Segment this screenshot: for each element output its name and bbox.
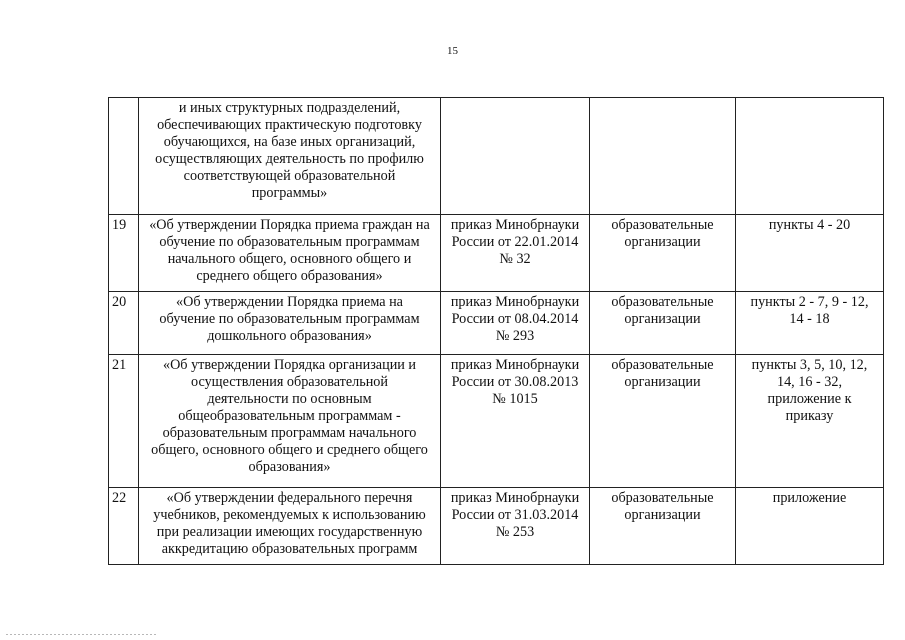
applicability-scope — [590, 215, 736, 292]
applicability-scope-text: образовательные организации — [611, 294, 714, 327]
applicable-items-text: пункты 4 - 20 — [768, 217, 851, 233]
document-reference — [441, 292, 590, 355]
row-number: 21 — [109, 355, 139, 488]
regulations-table — [108, 97, 884, 565]
applicability-scope — [590, 488, 736, 565]
applicable-items — [736, 98, 884, 215]
document-reference-text: приказ Минобрнауки России от 30.08.2013 № 1015 — [450, 357, 580, 407]
applicability-scope — [590, 355, 736, 488]
document-title-text: и иных структурных подразделений, обеспечивающих практическую подготовку обучающихся, на базе иных организаций, осуществляющих деятельность по профилю соответствующей образовательной программы» — [155, 100, 424, 201]
table-row — [109, 488, 884, 565]
document-reference — [441, 355, 590, 488]
document-title — [139, 355, 441, 488]
applicable-items — [736, 292, 884, 355]
document-reference-text: приказ Минобрнауки России от 22.01.2014 № 32 — [450, 217, 580, 267]
document-reference — [441, 98, 590, 215]
applicability-scope — [590, 98, 736, 215]
document-title-text: «Об утверждении федерального перечня учебников, рекомендуемых к использованию при реализации имеющих государственную аккредитацию образовательных программ — [153, 490, 426, 557]
scan-artifact-line — [6, 634, 156, 635]
document-reference-text: приказ Минобрнауки России от 08.04.2014 № 293 — [450, 294, 580, 344]
document-reference — [441, 488, 590, 565]
document-title-text: «Об утверждении Порядка организации и осуществления образовательной деятельности по основным общеобразовательным программам - образовательным программам начального общего, основного общего и среднего общего образования» — [151, 357, 428, 475]
applicable-items — [736, 355, 884, 488]
document-title-text: «Об утверждении Порядка приема граждан на обучение по образовательным программам начального общего, основного общего и среднего общего образования» — [149, 217, 430, 284]
page-number: 15 — [447, 45, 458, 57]
applicable-items-text: пункты 2 - 7, 9 - 12, 14 - 18 — [750, 294, 869, 327]
applicable-items-text: пункты 3, 5, 10, 12, 14, 16 - 32, приложение к приказу — [751, 357, 868, 424]
document-title — [139, 488, 441, 565]
applicability-scope-text: образовательные организации — [611, 217, 714, 250]
applicable-items-text: приложение — [772, 490, 847, 506]
applicability-scope-text: образовательные организации — [611, 357, 714, 390]
applicable-items — [736, 215, 884, 292]
document-title — [139, 215, 441, 292]
row-number — [109, 98, 139, 215]
applicable-items — [736, 488, 884, 565]
table-row — [109, 215, 884, 292]
row-number: 19 — [109, 215, 139, 292]
document-reference — [441, 215, 590, 292]
applicability-scope — [590, 292, 736, 355]
document-reference-text: приказ Минобрнауки России от 31.03.2014 № 253 — [450, 490, 580, 540]
row-number: 22 — [109, 488, 139, 565]
table-row — [109, 355, 884, 488]
applicability-scope-text: образовательные организации — [611, 490, 714, 523]
table-row — [109, 292, 884, 355]
document-title-text: «Об утверждении Порядка приема на обучение по образовательным программам дошкольного образования» — [159, 294, 420, 344]
document-title — [139, 292, 441, 355]
table-row — [109, 98, 884, 215]
row-number: 20 — [109, 292, 139, 355]
document-title — [139, 98, 441, 215]
